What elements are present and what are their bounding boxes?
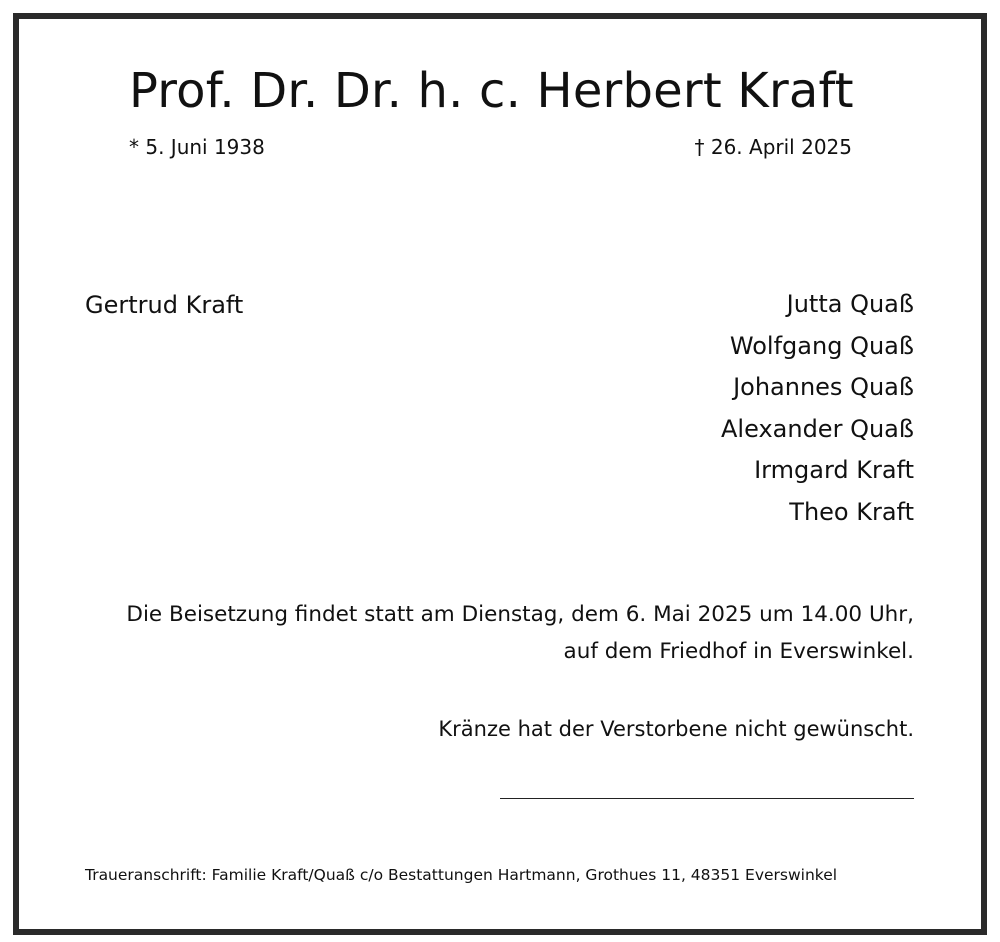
mourner-name: Wolfgang Quaß (729, 331, 914, 360)
mourning-address: Traueranschrift: Familie Kraft/Quaß c/o Bestattungen Hartmann, Grothues 11, 48351 Everswinkel (85, 866, 838, 884)
mourner-name: Johannes Quaß (733, 373, 914, 401)
wreaths-note: Kränze hat der Verstorbene nicht gewünscht. (438, 717, 914, 741)
mourner-name: Theo Kraft (789, 497, 914, 526)
death-date: † 26. April 2025 (694, 135, 852, 159)
funeral-info (126, 596, 914, 670)
funeral-info-line-2: auf dem Friedhof in Everswinkel. (563, 639, 914, 664)
mourner-name: Irmgard Kraft (754, 456, 914, 484)
funeral-info-line-1: Die Beisetzung findet statt am Dienstag, dem 6. Mai 2025 um 14.00 Uhr, (126, 602, 914, 627)
deceased-name: Prof. Dr. Dr. h. c. Herbert Kraft (129, 63, 854, 119)
mourner-spouse: Gertrud Kraft (85, 291, 244, 319)
divider-line (500, 798, 914, 799)
mourner-name: Jutta Quaß (786, 290, 914, 318)
mourner-name: Alexander Quaß (721, 414, 914, 443)
mourners-list (721, 284, 914, 533)
birth-date: * 5. Juni 1938 (129, 135, 265, 159)
